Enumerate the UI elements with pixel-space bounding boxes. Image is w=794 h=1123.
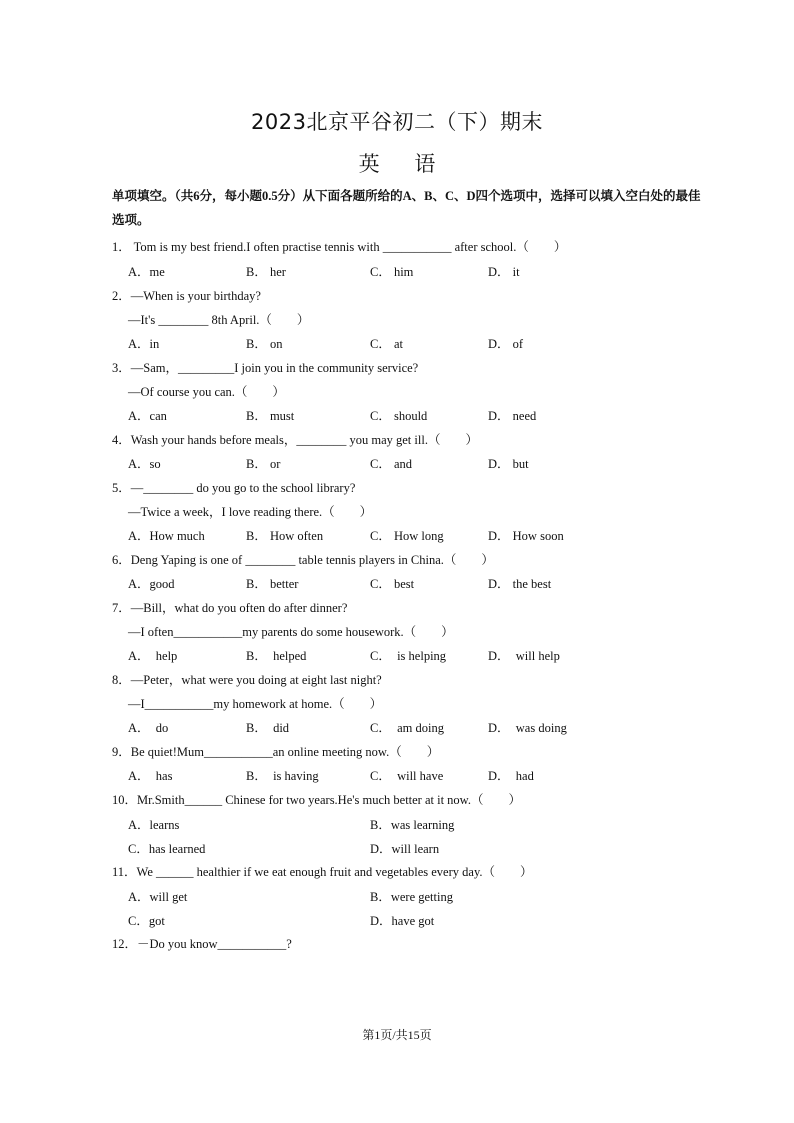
q9-option-b: B． is having [246, 769, 319, 783]
instructions: 单项填空。（共6分，每小题0.5分）从下面各题所给的A、B、C、D四个选项中，选择可以填入空白处的最佳选项。 [112, 189, 701, 227]
question-2-stem: 2．—When is your birthday? [112, 289, 261, 303]
question-7-stem: 7．—Bill，what do you often do after dinner? [112, 601, 348, 615]
q10-option-b: B．was learning [370, 818, 455, 832]
q7-option-a: A． help [128, 649, 178, 663]
q4-option-c: C． and [370, 457, 413, 471]
question-11-stem: 11．We ______ healthier if we eat enough fruit and vegetables every day.（ ） [112, 865, 533, 879]
q6-option-a: A．good [128, 577, 175, 591]
question-6-stem: 6．Deng Yaping is one of ________ table tennis players in China.（ ） [112, 553, 494, 567]
q8-option-c: C． am doing [370, 721, 444, 735]
q1-option-c: C． him [370, 265, 414, 279]
q5-option-c: C． How long [370, 529, 444, 543]
question-8-reply: —I___________my homework at home.（ ） [128, 697, 383, 711]
q5-option-d: D． How soon [488, 529, 564, 543]
question-4-stem: 4．Wash your hands before meals，________ you may get ill.（ ） [112, 433, 478, 447]
q10-option-c: C．has learned [128, 842, 206, 856]
q3-option-a: A．can [128, 409, 167, 423]
q6-option-d: D． the best [488, 577, 552, 591]
q4-option-a: A．so [128, 457, 161, 471]
question-12-stem: 12．－Do you know___________? [112, 937, 292, 951]
q9-option-c: C． will have [370, 769, 444, 783]
q5-option-a: A．How much [128, 529, 205, 543]
q10-option-a: A．learns [128, 818, 180, 832]
page-footer: 第1页/共15页 [362, 1028, 432, 1042]
question-9-stem: 9．Be quiet!Mum___________an online meeting now.（ ） [112, 745, 440, 759]
q6-option-c: C． best [370, 577, 415, 591]
q5-option-b: B． How often [246, 529, 324, 543]
q4-option-d: D． but [488, 457, 529, 471]
question-10-stem: 10．Mr.Smith______ Chinese for two years.He's much better at it now.（ ） [112, 793, 522, 807]
q9-option-d: D． had [488, 769, 534, 783]
q6-option-b: B． better [246, 577, 299, 591]
q2-option-a: A．in [128, 337, 160, 351]
q8-option-b: B． did [246, 721, 290, 735]
q11-option-b: B．were getting [370, 890, 453, 904]
page-title: 2023北京平谷初二（下）期末 [251, 110, 543, 134]
q2-option-b: B． on [246, 337, 283, 351]
q9-option-a: A． has [128, 769, 173, 783]
question-3-stem: 3．—Sam，_________I join you in the community service? [112, 361, 419, 375]
q2-option-c: C． at [370, 337, 403, 351]
q11-option-c: C．got [128, 914, 165, 928]
q7-option-c: C． is helping [370, 649, 447, 663]
q3-option-d: D． need [488, 409, 537, 423]
q3-option-b: B． must [246, 409, 295, 423]
q10-option-d: D．will learn [370, 842, 440, 856]
q2-option-d: D． of [488, 337, 524, 351]
q4-option-b: B． or [246, 457, 281, 471]
q3-option-c: C． should [370, 409, 428, 423]
question-7-reply: —I often___________my parents do some housework.（ ） [128, 625, 454, 639]
question-3-reply: —Of course you can.（ ） [128, 385, 285, 399]
question-2-reply: —It's ________ 8th April.（ ） [128, 313, 310, 327]
q1-option-a: A．me [128, 265, 165, 279]
q7-option-d: D． will help [488, 649, 560, 663]
q1-option-b: B． her [246, 265, 286, 279]
question-8-stem: 8．—Peter，what were you doing at eight last night? [112, 673, 382, 687]
question-5-stem: 5．—________ do you go to the school library? [112, 481, 356, 495]
q7-option-b: B． helped [246, 649, 307, 663]
q11-option-a: A．will get [128, 890, 188, 904]
q8-option-a: A． do [128, 721, 169, 735]
subject-heading: 英 语 [358, 152, 436, 176]
q11-option-d: D．have got [370, 914, 435, 928]
question-5-reply: —Twice a week，I love reading there.（ ） [128, 505, 373, 519]
q8-option-d: D． was doing [488, 721, 567, 735]
question-1-stem: 1． Tom is my best friend.I often practise tennis with ___________ after school.（ ） [112, 240, 567, 254]
q1-option-d: D． it [488, 265, 520, 279]
